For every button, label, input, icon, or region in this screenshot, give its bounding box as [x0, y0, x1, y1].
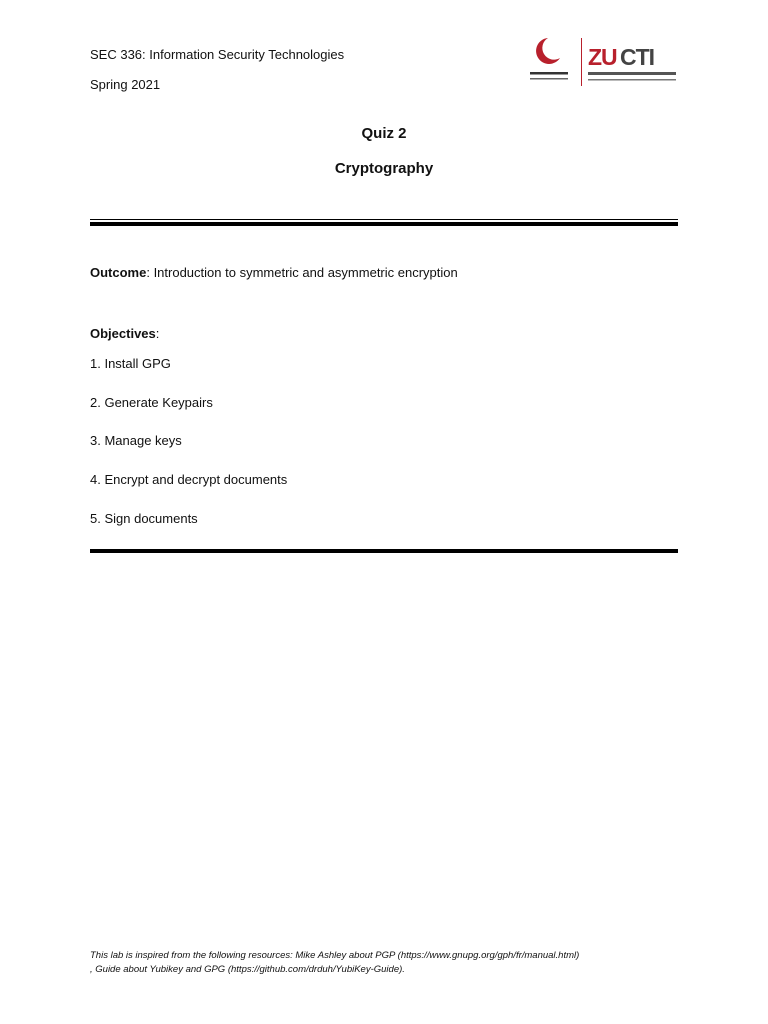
objective-item: 4. Encrypt and decrypt documents: [90, 472, 288, 487]
divider-bottom: [90, 549, 678, 553]
objective-item: 3. Manage keys: [90, 433, 182, 448]
outcome: [90, 265, 458, 281]
outcome-label: Outcome: [90, 265, 147, 280]
divider-thick: [90, 222, 678, 226]
objective-item: 2. Generate Keypairs: [90, 395, 213, 410]
university-logo: [524, 34, 680, 92]
objectives-suffix: :: [155, 326, 160, 341]
zu-zucti-logo-graphic: [524, 34, 680, 92]
svg-text:ZU: ZU: [588, 44, 617, 70]
objective-item: 5. Sign documents: [90, 511, 198, 526]
quiz-title: Quiz 2: [361, 125, 407, 142]
divider-thin: [90, 219, 678, 220]
course-name: SEC 336: Information Security Technologies: [90, 47, 345, 62]
outcome-text: : Introduction to symmetric and asymmetric encryption: [146, 265, 458, 280]
quiz-subtitle: Cryptography: [334, 160, 434, 177]
footnote-line-2: , Guide about Yubikey and GPG (https://github.com/drduh/YubiKey-Guide).: [90, 964, 405, 975]
term: Spring 2021: [90, 77, 161, 92]
objectives-label: Objectives: [90, 326, 156, 341]
footnote-line-1: This lab is inspired from the following resources: Mike Ashley about PGP (https://www.gnupg.org/gph/fr/manual.html): [90, 950, 580, 961]
svg-text:CTI: CTI: [620, 44, 655, 70]
objective-item: 1. Install GPG: [90, 356, 171, 371]
objectives-heading: [90, 326, 159, 342]
